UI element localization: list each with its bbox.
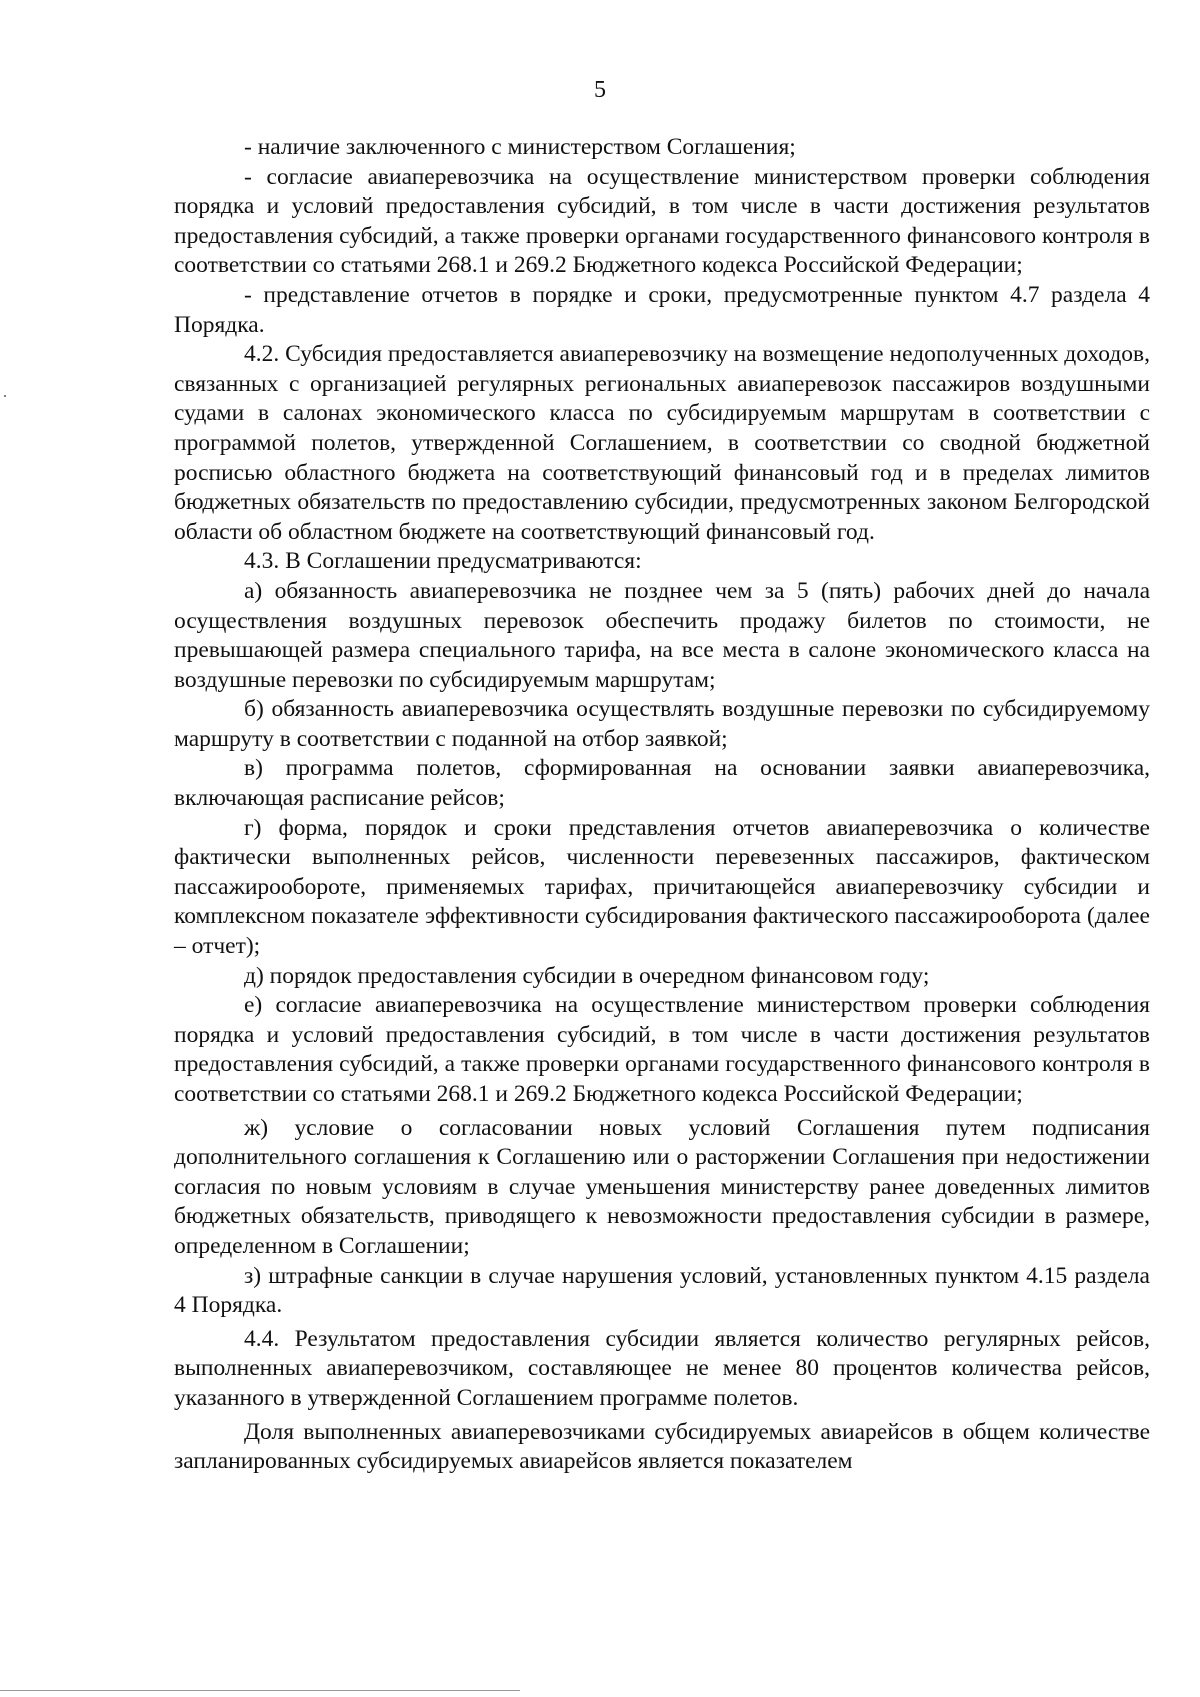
paragraph-item-e: е) согласие авиаперевозчика на осуществление министерством проверки соблюдения порядка и условий предоставления субсидий, в том числе в части достижения результатов предоставления субсидий, а также проверки органами государственного финансового контроля в соответствии со статьями 268.1 и 269.2 Бюджетного кодекса Российской Федерации;	[174, 992, 1150, 1107]
paragraph-item-z: з) штрафные санкции в случае нарушения условий, установленных пунктом 4.15 раздела 4 Порядка.	[174, 1262, 1150, 1319]
page-number: 5	[594, 77, 606, 103]
paragraph-item-a: а) обязанность авиаперевозчика не позднее чем за 5 (пять) рабочих дней до начала осуществления воздушных перевозок обеспечить продажу билетов по стоимости, не превышающей размера специального тарифа, на все места в салоне экономического класса на воздушные перевозки по субсидируемым маршрутам;	[174, 577, 1150, 693]
paragraph-item-v: в) программа полетов, сформированная на основании заявки авиаперевозчика, включающая расписание рейсов;	[174, 755, 1150, 812]
paragraph-4-3: 4.3. В Соглашении предусматриваются:	[244, 548, 642, 575]
paragraph-item-b: б) обязанность авиаперевозчика осуществлять воздушные перевозки по субсидируемому маршруту в соответствии с поданной на отбор заявкой;	[174, 696, 1150, 752]
paragraph-item-d: д) порядок предоставления субсидии в очередном финансовом году;	[244, 962, 930, 989]
paragraph-inspection-consent: - согласие авиаперевозчика на осуществление министерством проверки соблюдения порядка и условий предоставления субсидий, в том числе в части достижения результатов предоставления субсидий, а также проверки органами государственного финансового контроля в соответствии со статьями 268.1 и 269.2 Бюджетного кодекса Российской Федерации;	[174, 163, 1150, 279]
paragraph-reports-submission: - представление отчетов в порядке и сроки, предусмотренные пунктом 4.7 раздела 4 Порядка.	[174, 281, 1150, 338]
paragraph-item-zh: ж) условие о согласовании новых условий Соглашения путем подписания дополнительного соглашения к Соглашению или о расторжении Соглашения при недостижении согласия по новым условиям в случае уменьшения министерству ранее доведенных лимитов бюджетных обязательств, приводящего к невозможности предоставления субсидии в размере, определенном в Соглашении;	[174, 1114, 1150, 1259]
scan-speck	[4, 395, 6, 397]
paragraph-agreement-presence: - наличие заключенного с министерством Соглашения;	[244, 134, 796, 160]
paragraph-4-2: 4.2. Субсидия предоставляется авиаперевозчику на возмещение недополученных доходов, связанных с организацией регулярных региональных авиаперевозок пассажиров воздушными судами в салонах экономического класса по субсидируемым маршрутам в соответствии с программой полетов, утвержденной Соглашением, в соответствии со сводной бюджетной росписью областного бюджета на соответствующий финансовый год и в пределах лимитов бюджетных обязательств по предоставлению субсидии, предусмотренных законом Белгородской области об областном бюджете на соответствующий финансовый год.	[174, 341, 1150, 545]
document-body	[174, 133, 1150, 1477]
paragraph-4-4: 4.4. Результатом предоставления субсидии является количество регулярных рейсов, выполненных авиаперевозчиком, составляющее не менее 80 процентов количества рейсов, указанного в утвержденной Соглашением программе полетов.	[174, 1325, 1150, 1411]
scan-edge-line	[0, 1690, 520, 1691]
paragraph-share-indicator: Доля выполненных авиаперевозчиками субсидируемых авиарейсов в общем количестве запланированных субсидируемых авиарейсов является показателем	[174, 1418, 1150, 1475]
paragraph-item-g: г) форма, порядок и сроки представления отчетов авиаперевозчика о количестве фактически выполненных рейсов, численности перевезенных пассажиров, фактическом пассажирообороте, применяемых тарифах, причитающейся авиаперевозчику субсидии и комплексном показателе эффективности субсидирования фактического пассажирооборота (далее – отчет);	[174, 814, 1150, 960]
